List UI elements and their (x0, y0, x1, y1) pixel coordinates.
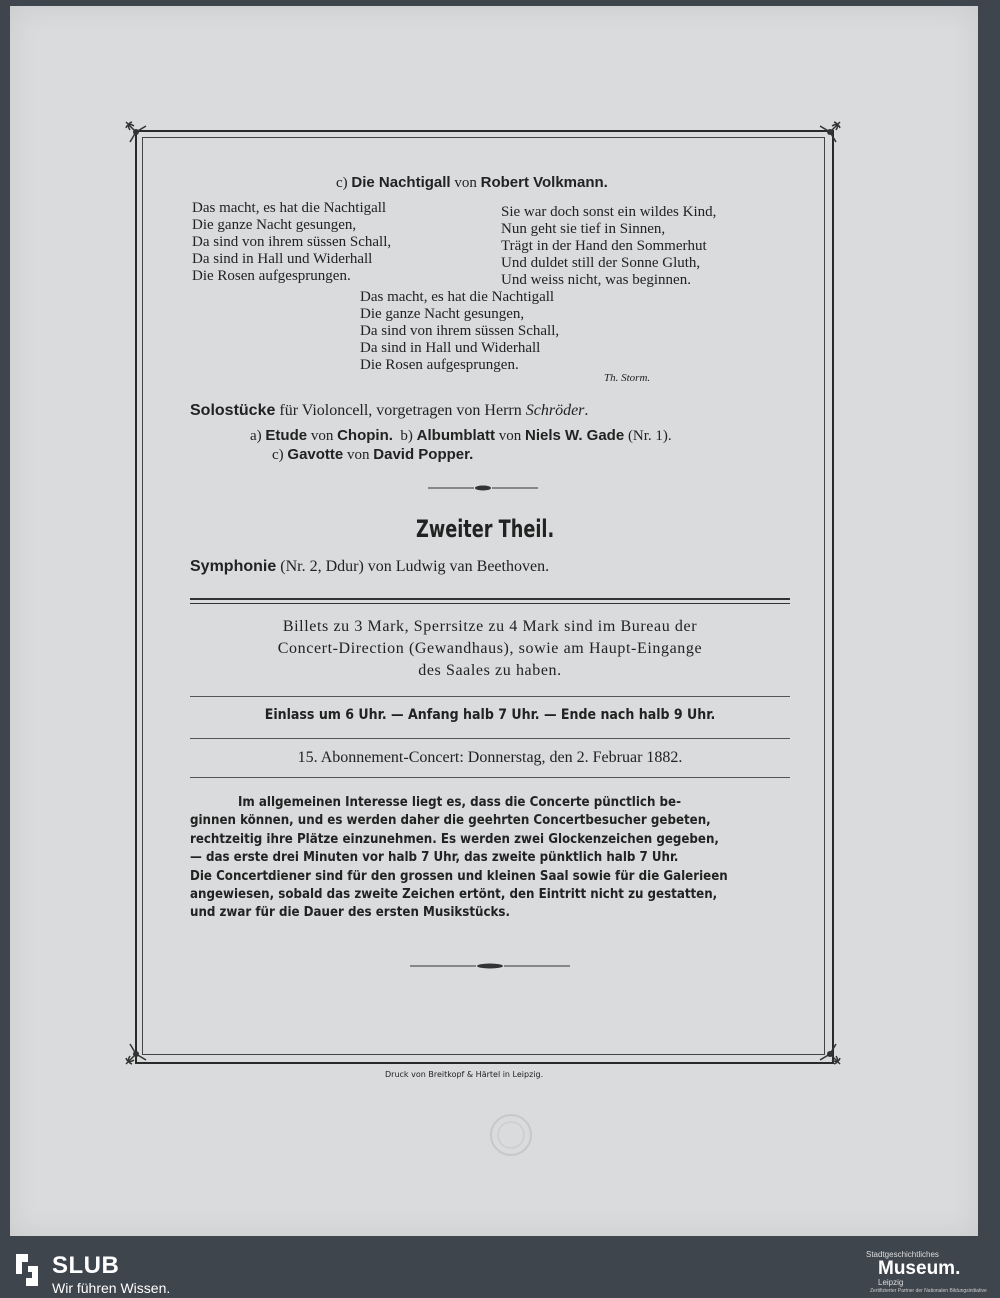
poem-line: Da sind in Hall und Widerhall (192, 251, 373, 267)
museum-subtitle: Stadtgeschichtliches (866, 1250, 939, 1259)
symphony-line (190, 558, 549, 576)
poem-stanza-2 (501, 204, 716, 289)
notice-line: — das erste drei Minuten vor halb 7 Uhr, das zweite pünktlich halb 7 Uhr. (190, 850, 679, 866)
museum-title: Museum. (878, 1258, 961, 1279)
piece-b-prefix: b) (400, 428, 413, 444)
song-heading (336, 174, 608, 192)
viewer-background-right (978, 0, 1000, 1248)
notice-line: rechtzeitig ihre Plätze einzunehmen. Es werden zwei Glockenzeichen gegeben, (190, 831, 719, 847)
poem-line: Das macht, es hat die Nachtigall (192, 200, 387, 216)
part-two-heading: Zweiter Theil. (416, 515, 555, 543)
double-rule-top (190, 598, 790, 600)
next-concert: 15. Abonnement-Concert: Donnerstag, den 2. Februar 1882. (297, 749, 683, 766)
notice-line: Im allgemeinen Interesse liegt es, dass die Concerte pünctlich be- (238, 795, 681, 810)
piece-a-prefix: a) (250, 428, 262, 444)
song-von: von (454, 175, 477, 191)
symphony-title: Symphonie (190, 558, 277, 575)
printer-credit: Druck von Breitkopf & Härtel in Leipzig. (385, 1070, 544, 1079)
piece-c-title: Gavotte (287, 446, 344, 463)
divider-ornament-icon (410, 961, 570, 971)
poet-credit: Th. Storm. (604, 372, 651, 384)
piece-b-title: Albumblatt (416, 427, 495, 444)
song-title: Die Nachtigall (351, 174, 451, 191)
ticket-line: Concert-Direction (Gewandhaus), sowie am Haupt-Eingange (277, 640, 703, 657)
poem-line: Die ganze Nacht gesungen, (192, 217, 357, 233)
corner-ornament-icon (122, 1040, 150, 1068)
museum-certificate: Zertifizierter Partner der Nationalen Bildungsinitiative (870, 1288, 987, 1294)
divider-ornament-icon (428, 483, 538, 493)
piece-b-composer: Niels W. Gade (524, 427, 625, 444)
museum-city: Leipzig (878, 1278, 904, 1287)
corner-ornament-icon (816, 118, 844, 146)
corner-ornament-icon (816, 1040, 844, 1068)
poem-line: Und duldet still der Sonne Gluth, (501, 255, 701, 271)
solo-performer: Schröder (525, 402, 585, 419)
ticket-info (190, 616, 790, 682)
poem-line: Das macht, es hat die Nachtigall (360, 289, 555, 305)
times-line: Einlass um 6 Uhr. — Anfang halb 7 Uhr. — Ende nach halb 9 Uhr. (264, 707, 716, 723)
piece-c-von: von (347, 447, 370, 463)
poem-line: Die Rosen aufgesprungen. (192, 268, 351, 284)
symphony-details: (Nr. 2, Ddur) von Ludwig van Beethoven. (280, 558, 550, 575)
slub-logo-icon (12, 1250, 44, 1290)
solo-pieces-line-1 (250, 427, 672, 445)
rule (190, 738, 790, 739)
solo-heading (190, 402, 588, 420)
poem-line: Da sind von ihrem süssen Schall, (192, 234, 392, 250)
solo-title: Solostücke (190, 402, 276, 419)
viewer-background-left (0, 0, 10, 1248)
audience-notice (190, 794, 790, 923)
poem-line: Die ganze Nacht gesungen, (360, 306, 525, 322)
notice-line: Die Concertdiener sind für den grossen und kleinen Saal sowie für die Galerieen (190, 868, 728, 884)
poem-line: Nun geht sie tief in Sinnen, (501, 221, 666, 237)
poem-line: Da sind von ihrem süssen Schall, (360, 323, 560, 339)
piece-c-composer: David Popper. (373, 446, 474, 463)
ticket-line: Billets zu 3 Mark, Sperrsitze zu 4 Mark sind im Bureau der (282, 618, 698, 635)
poem-stanza-3 (360, 289, 559, 374)
poem-line: Da sind in Hall und Widerhall (360, 340, 541, 356)
double-rule-bottom (190, 603, 790, 604)
notice-line: angewiesen, sobald das zweite Zeichen ertönt, den Eintritt nicht zu gestatten, (190, 887, 718, 903)
poem-stanza-1 (192, 200, 391, 285)
piece-a-von: von (310, 428, 334, 444)
corner-ornament-icon (122, 118, 150, 146)
ticket-line: des Saales zu haben. (418, 662, 562, 679)
piece-a-composer: Chopin. (337, 427, 393, 444)
poem-line: Sie war doch sonst ein wildes Kind, (501, 204, 717, 220)
notice-line: ginnen können, und es werden daher die geehrten Concertbesucher gebeten, (190, 813, 711, 829)
emboss-stamp-icon (488, 1112, 534, 1158)
poem-line: Und weiss nicht, was beginnen. (501, 272, 691, 288)
piece-b-von: von (498, 428, 522, 444)
rule (190, 777, 790, 778)
solo-period: . (584, 402, 589, 419)
poem-line: Die Rosen aufgesprungen. (360, 357, 519, 373)
solo-pieces-line-2 (272, 446, 473, 464)
piece-c-prefix: c) (272, 447, 284, 463)
song-composer: Robert Volkmann. (480, 174, 608, 191)
rule (190, 696, 790, 697)
notice-line: und zwar für die Dauer des ersten Musikstücks. (190, 905, 510, 921)
slub-title: SLUB (52, 1252, 120, 1279)
slub-tagline: Wir führen Wissen. (52, 1280, 171, 1296)
poem-line: Trägt in der Hand den Sommerhut (501, 238, 707, 254)
piece-b-note: (Nr. 1). (627, 428, 672, 444)
piece-a-title: Etude (265, 427, 308, 444)
solo-description: für Violoncell, vorgetragen von Herrn (279, 402, 522, 419)
song-heading-prefix: c) (336, 175, 348, 191)
